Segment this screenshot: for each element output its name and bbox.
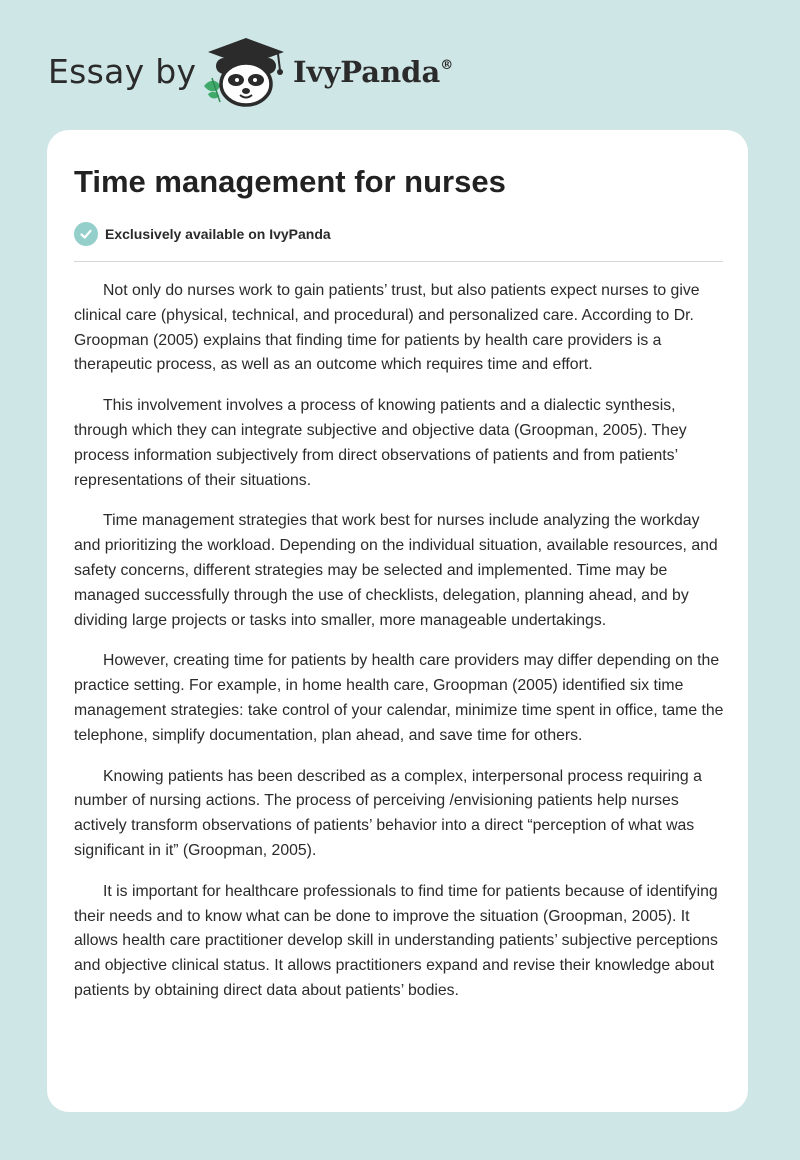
essay-by-label: Essay by <box>48 52 197 91</box>
exclusive-badge <box>74 222 331 246</box>
site-header <box>0 0 800 130</box>
paragraph: Time management strategies that work best for nurses include analyzing the workday and prioritizing the workload. Depending on the individual situation, available resources, and safety concerns, different strategies may be selected and implemented. Time may be managed successfully through the use of checklists, delegation, planning ahead, and by dividing large projects or tasks into smaller, more manageable undertakings. <box>74 512 718 629</box>
paragraph: This involvement involves a process of knowing patients and a dialectic synthesis, through which they can integrate subjective and objective data (Groopman, 2005). They process information subjectively from direct observations of patients and from patients’ representations of their situations. <box>74 397 687 489</box>
check-circle-icon <box>74 222 98 246</box>
registered-mark: ® <box>440 58 454 74</box>
divider <box>74 261 723 262</box>
panda-graduate-icon[interactable] <box>200 36 292 108</box>
paragraph: Not only do nurses work to gain patients’ trust, but also patients expect nurses to give clinical care (physical, technical, and procedural) and personalized care. According to Dr. Groopman (2005) explains that finding time for patients by health care providers is a therapeutic process, as well as an outcome which requires time and effort. <box>74 282 700 374</box>
essay-body <box>74 279 724 1020</box>
paragraph: It is important for healthcare professionals to find time for patients because of identifying their needs and to know what can be done to improve the situation (Groopman, 2005). It allows health care practitioner develop skill in understanding patients’ subjective perceptions and objective clinical status. It allows practitioners expand and revise their knowledge about patients by obtaining direct data about patients’ bodies. <box>74 882 718 999</box>
essay-card <box>47 130 748 1112</box>
brand-name[interactable]: IvyPanda® <box>293 55 454 89</box>
badge-label: Exclusively available on IvyPanda <box>105 226 331 242</box>
paragraph: However, creating time for patients by health care providers may differ depending on the practice setting. For example, in home health care, Groopman (2005) identified six time management strategies: take control of your calendar, minimize time spent in office, tame the telephone, simplify documentation, plan ahead, and save time for others. <box>74 652 724 744</box>
page-title: Time management for nurses <box>74 164 506 199</box>
paragraph: Knowing patients has been described as a complex, interpersonal process requiring a number of nursing actions. The process of perceiving /envisioning patients help nurses actively transform observations of patients’ behavior into a direct “perception of what was significant in it” (Groopman, 2005). <box>74 767 702 859</box>
